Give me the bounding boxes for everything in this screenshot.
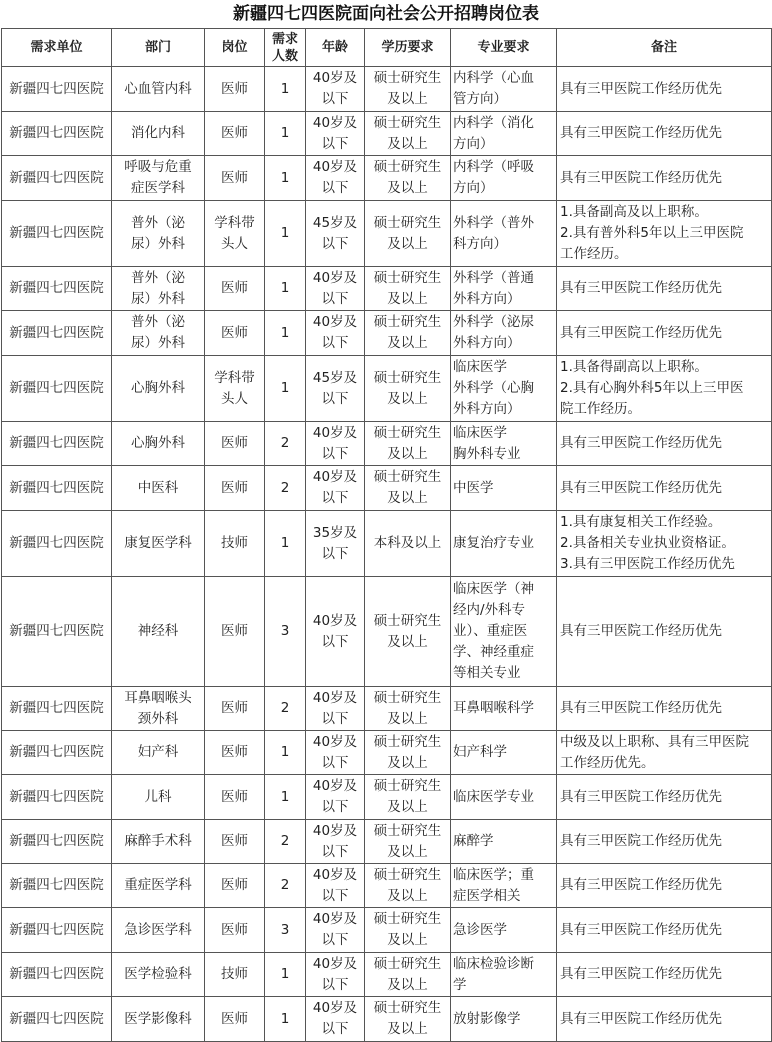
cell-count: 1 [265,953,306,997]
cell-count: 2 [265,820,306,864]
cell-unit: 新疆四七四医院 [2,422,112,466]
cell-count: 2 [265,466,306,511]
cell-dept: 儿科 [112,775,205,820]
cell-unit: 新疆四七四医院 [2,112,112,156]
cell-edu: 硕士研究生 及以上 [365,997,451,1042]
cell-unit: 新疆四七四医院 [2,267,112,311]
cell-unit: 新疆四七四医院 [2,311,112,356]
cell-edu: 硕士研究生 及以上 [365,820,451,864]
cell-unit: 新疆四七四医院 [2,731,112,775]
cell-major: 康复治疗专业 [451,511,557,577]
cell-age: 40岁及 以下 [306,466,365,511]
table-row [2,997,772,1042]
cell-dept: 普外（泌 尿）外科 [112,267,205,311]
cell-count: 1 [265,311,306,356]
cell-major: 临床医学（神 经内/外科专 业）、重症医 学、神经重症 等相关专业 [451,577,557,687]
cell-unit: 新疆四七四医院 [2,356,112,422]
cell-remark: 具有三甲医院工作经历优先 [557,577,772,687]
cell-remark: 具有三甲医院工作经历优先 [557,67,772,112]
cell-remark: 具有三甲医院工作经历优先 [557,820,772,864]
cell-major: 临床医学 外科学（心胸 外科方向） [451,356,557,422]
cell-edu: 硕士研究生 及以上 [365,67,451,112]
cell-count: 2 [265,687,306,731]
cell-post: 医师 [205,731,265,775]
cell-unit: 新疆四七四医院 [2,577,112,687]
table-row [2,511,772,577]
cell-count: 1 [265,775,306,820]
cell-count: 1 [265,731,306,775]
cell-dept: 神经科 [112,577,205,687]
cell-unit: 新疆四七四医院 [2,67,112,112]
cell-count: 3 [265,908,306,953]
cell-edu: 本科及以上 [365,511,451,577]
page-title: 新疆四七四医院面向社会公开招聘岗位表 [233,4,539,24]
cell-age: 40岁及 以下 [306,953,365,997]
cell-count: 1 [265,356,306,422]
cell-post: 医师 [205,997,265,1042]
cell-major: 内科学（呼吸 方向） [451,156,557,201]
cell-remark: 具有三甲医院工作经历优先 [557,267,772,311]
cell-remark: 具有三甲医院工作经历优先 [557,466,772,511]
cell-edu: 硕士研究生 及以上 [365,112,451,156]
cell-edu: 硕士研究生 及以上 [365,775,451,820]
cell-count: 2 [265,864,306,908]
cell-dept: 耳鼻咽喉头 颈外科 [112,687,205,731]
cell-count: 3 [265,577,306,687]
cell-remark: 具有三甲医院工作经历优先 [557,775,772,820]
table-row [2,908,772,953]
cell-count: 2 [265,422,306,466]
cell-age: 45岁及 以下 [306,356,365,422]
cell-major: 外科学（普通 外科方向） [451,267,557,311]
table-row [2,311,772,356]
cell-post: 医师 [205,311,265,356]
cell-age: 40岁及 以下 [306,731,365,775]
cell-unit: 新疆四七四医院 [2,953,112,997]
cell-count: 1 [265,997,306,1042]
cell-dept: 医学检验科 [112,953,205,997]
cell-unit: 新疆四七四医院 [2,687,112,731]
table-row [2,156,772,201]
cell-major: 内科学（消化 方向） [451,112,557,156]
cell-post: 学科带 头人 [205,201,265,267]
cell-post: 医师 [205,422,265,466]
cell-age: 35岁及 以下 [306,511,365,577]
cell-major: 麻醉学 [451,820,557,864]
cell-age: 40岁及 以下 [306,422,365,466]
table-row [2,953,772,997]
table-row [2,775,772,820]
table-row [2,820,772,864]
cell-remark: 具有三甲医院工作经历优先 [557,953,772,997]
cell-dept: 中医科 [112,466,205,511]
cell-remark: 1.具备得副高以上职称。 2.具有心胸外科5年以上三甲医 院工作经历。 [557,356,772,422]
table-row [2,864,772,908]
cell-post: 医师 [205,577,265,687]
header-row [2,29,772,67]
cell-edu: 硕士研究生 及以上 [365,864,451,908]
header-unit: 需求单位 [2,29,112,67]
cell-major: 内科学（心血 管方向） [451,67,557,112]
cell-post: 医师 [205,908,265,953]
header-remark: 备注 [557,29,772,67]
cell-edu: 硕士研究生 及以上 [365,466,451,511]
cell-post: 医师 [205,112,265,156]
cell-post: 医师 [205,67,265,112]
table-row [2,687,772,731]
cell-age: 40岁及 以下 [306,687,365,731]
cell-post: 医师 [205,775,265,820]
cell-edu: 硕士研究生 及以上 [365,577,451,687]
cell-age: 40岁及 以下 [306,908,365,953]
cell-unit: 新疆四七四医院 [2,466,112,511]
cell-post: 学科带 头人 [205,356,265,422]
table-row [2,267,772,311]
cell-remark: 具有三甲医院工作经历优先 [557,112,772,156]
recruitment-table [1,28,772,1042]
cell-post: 医师 [205,156,265,201]
cell-count: 1 [265,267,306,311]
cell-unit: 新疆四七四医院 [2,201,112,267]
cell-major: 外科学（普外 科方向） [451,201,557,267]
cell-post: 技师 [205,953,265,997]
table-row [2,67,772,112]
cell-major: 放射影像学 [451,997,557,1042]
cell-dept: 心胸外科 [112,356,205,422]
cell-unit: 新疆四七四医院 [2,156,112,201]
cell-dept: 普外（泌 尿）外科 [112,201,205,267]
cell-age: 40岁及 以下 [306,997,365,1042]
cell-age: 45岁及 以下 [306,201,365,267]
cell-post: 医师 [205,687,265,731]
cell-remark: 1.具有康复相关工作经验。 2.具备相关专业执业资格证。 3.具有三甲医院工作经历优先 [557,511,772,577]
cell-unit: 新疆四七四医院 [2,864,112,908]
cell-major: 外科学（泌尿 外科方向） [451,311,557,356]
cell-dept: 急诊医学科 [112,908,205,953]
cell-count: 1 [265,156,306,201]
cell-age: 40岁及 以下 [306,311,365,356]
cell-count: 1 [265,67,306,112]
cell-edu: 硕士研究生 及以上 [365,267,451,311]
cell-remark: 具有三甲医院工作经历优先 [557,311,772,356]
cell-major: 急诊医学 [451,908,557,953]
cell-age: 40岁及 以下 [306,67,365,112]
table-row [2,201,772,267]
cell-count: 1 [265,511,306,577]
cell-age: 40岁及 以下 [306,864,365,908]
cell-remark: 具有三甲医院工作经历优先 [557,864,772,908]
cell-post: 医师 [205,820,265,864]
cell-major: 临床检验诊断 学 [451,953,557,997]
cell-edu: 硕士研究生 及以上 [365,156,451,201]
cell-major: 耳鼻咽喉科学 [451,687,557,731]
cell-age: 40岁及 以下 [306,112,365,156]
cell-age: 40岁及 以下 [306,577,365,687]
cell-edu: 硕士研究生 及以上 [365,908,451,953]
cell-remark: 具有三甲医院工作经历优先 [557,156,772,201]
cell-dept: 呼吸与危重 症医学科 [112,156,205,201]
cell-remark: 具有三甲医院工作经历优先 [557,687,772,731]
table-row [2,422,772,466]
cell-major: 临床医学专业 [451,775,557,820]
cell-unit: 新疆四七四医院 [2,820,112,864]
cell-dept: 康复医学科 [112,511,205,577]
header-major: 专业要求 [451,29,557,67]
cell-major: 临床医学 胸外科专业 [451,422,557,466]
header-post: 岗位 [205,29,265,67]
cell-dept: 普外（泌 尿）外科 [112,311,205,356]
cell-age: 40岁及 以下 [306,775,365,820]
cell-dept: 麻醉手术科 [112,820,205,864]
cell-unit: 新疆四七四医院 [2,997,112,1042]
cell-unit: 新疆四七四医院 [2,775,112,820]
cell-major: 妇产科学 [451,731,557,775]
table-row [2,356,772,422]
cell-edu: 硕士研究生 及以上 [365,422,451,466]
cell-post: 技师 [205,511,265,577]
header-count: 需求 人数 [265,29,306,67]
cell-edu: 硕士研究生 及以上 [365,953,451,997]
table-body [2,67,772,1042]
cell-remark: 1.具备副高及以上职称。 2.具有普外科5年以上三甲医院 工作经历。 [557,201,772,267]
cell-post: 医师 [205,466,265,511]
cell-dept: 医学影像科 [112,997,205,1042]
cell-dept: 重症医学科 [112,864,205,908]
cell-dept: 心血管内科 [112,67,205,112]
cell-unit: 新疆四七四医院 [2,908,112,953]
cell-edu: 硕士研究生 及以上 [365,687,451,731]
cell-remark: 中级及以上职称、具有三甲医院 工作经历优先。 [557,731,772,775]
cell-dept: 心胸外科 [112,422,205,466]
cell-unit: 新疆四七四医院 [2,511,112,577]
table-row [2,466,772,511]
cell-major: 中医学 [451,466,557,511]
cell-count: 1 [265,201,306,267]
cell-count: 1 [265,112,306,156]
cell-edu: 硕士研究生 及以上 [365,731,451,775]
cell-post: 医师 [205,864,265,908]
cell-post: 医师 [205,267,265,311]
table-row [2,577,772,687]
header-dept: 部门 [112,29,205,67]
table-row [2,731,772,775]
cell-remark: 具有三甲医院工作经历优先 [557,422,772,466]
cell-age: 40岁及 以下 [306,267,365,311]
cell-dept: 消化内科 [112,112,205,156]
cell-remark: 具有三甲医院工作经历优先 [557,908,772,953]
header-age: 年龄 [306,29,365,67]
cell-age: 40岁及 以下 [306,156,365,201]
header-edu: 学历要求 [365,29,451,67]
cell-edu: 硕士研究生 及以上 [365,356,451,422]
cell-remark: 具有三甲医院工作经历优先 [557,997,772,1042]
cell-edu: 硕士研究生 及以上 [365,311,451,356]
cell-age: 40岁及 以下 [306,820,365,864]
table-row [2,112,772,156]
cell-major: 临床医学；重 症医学相关 [451,864,557,908]
cell-dept: 妇产科 [112,731,205,775]
cell-edu: 硕士研究生 及以上 [365,201,451,267]
